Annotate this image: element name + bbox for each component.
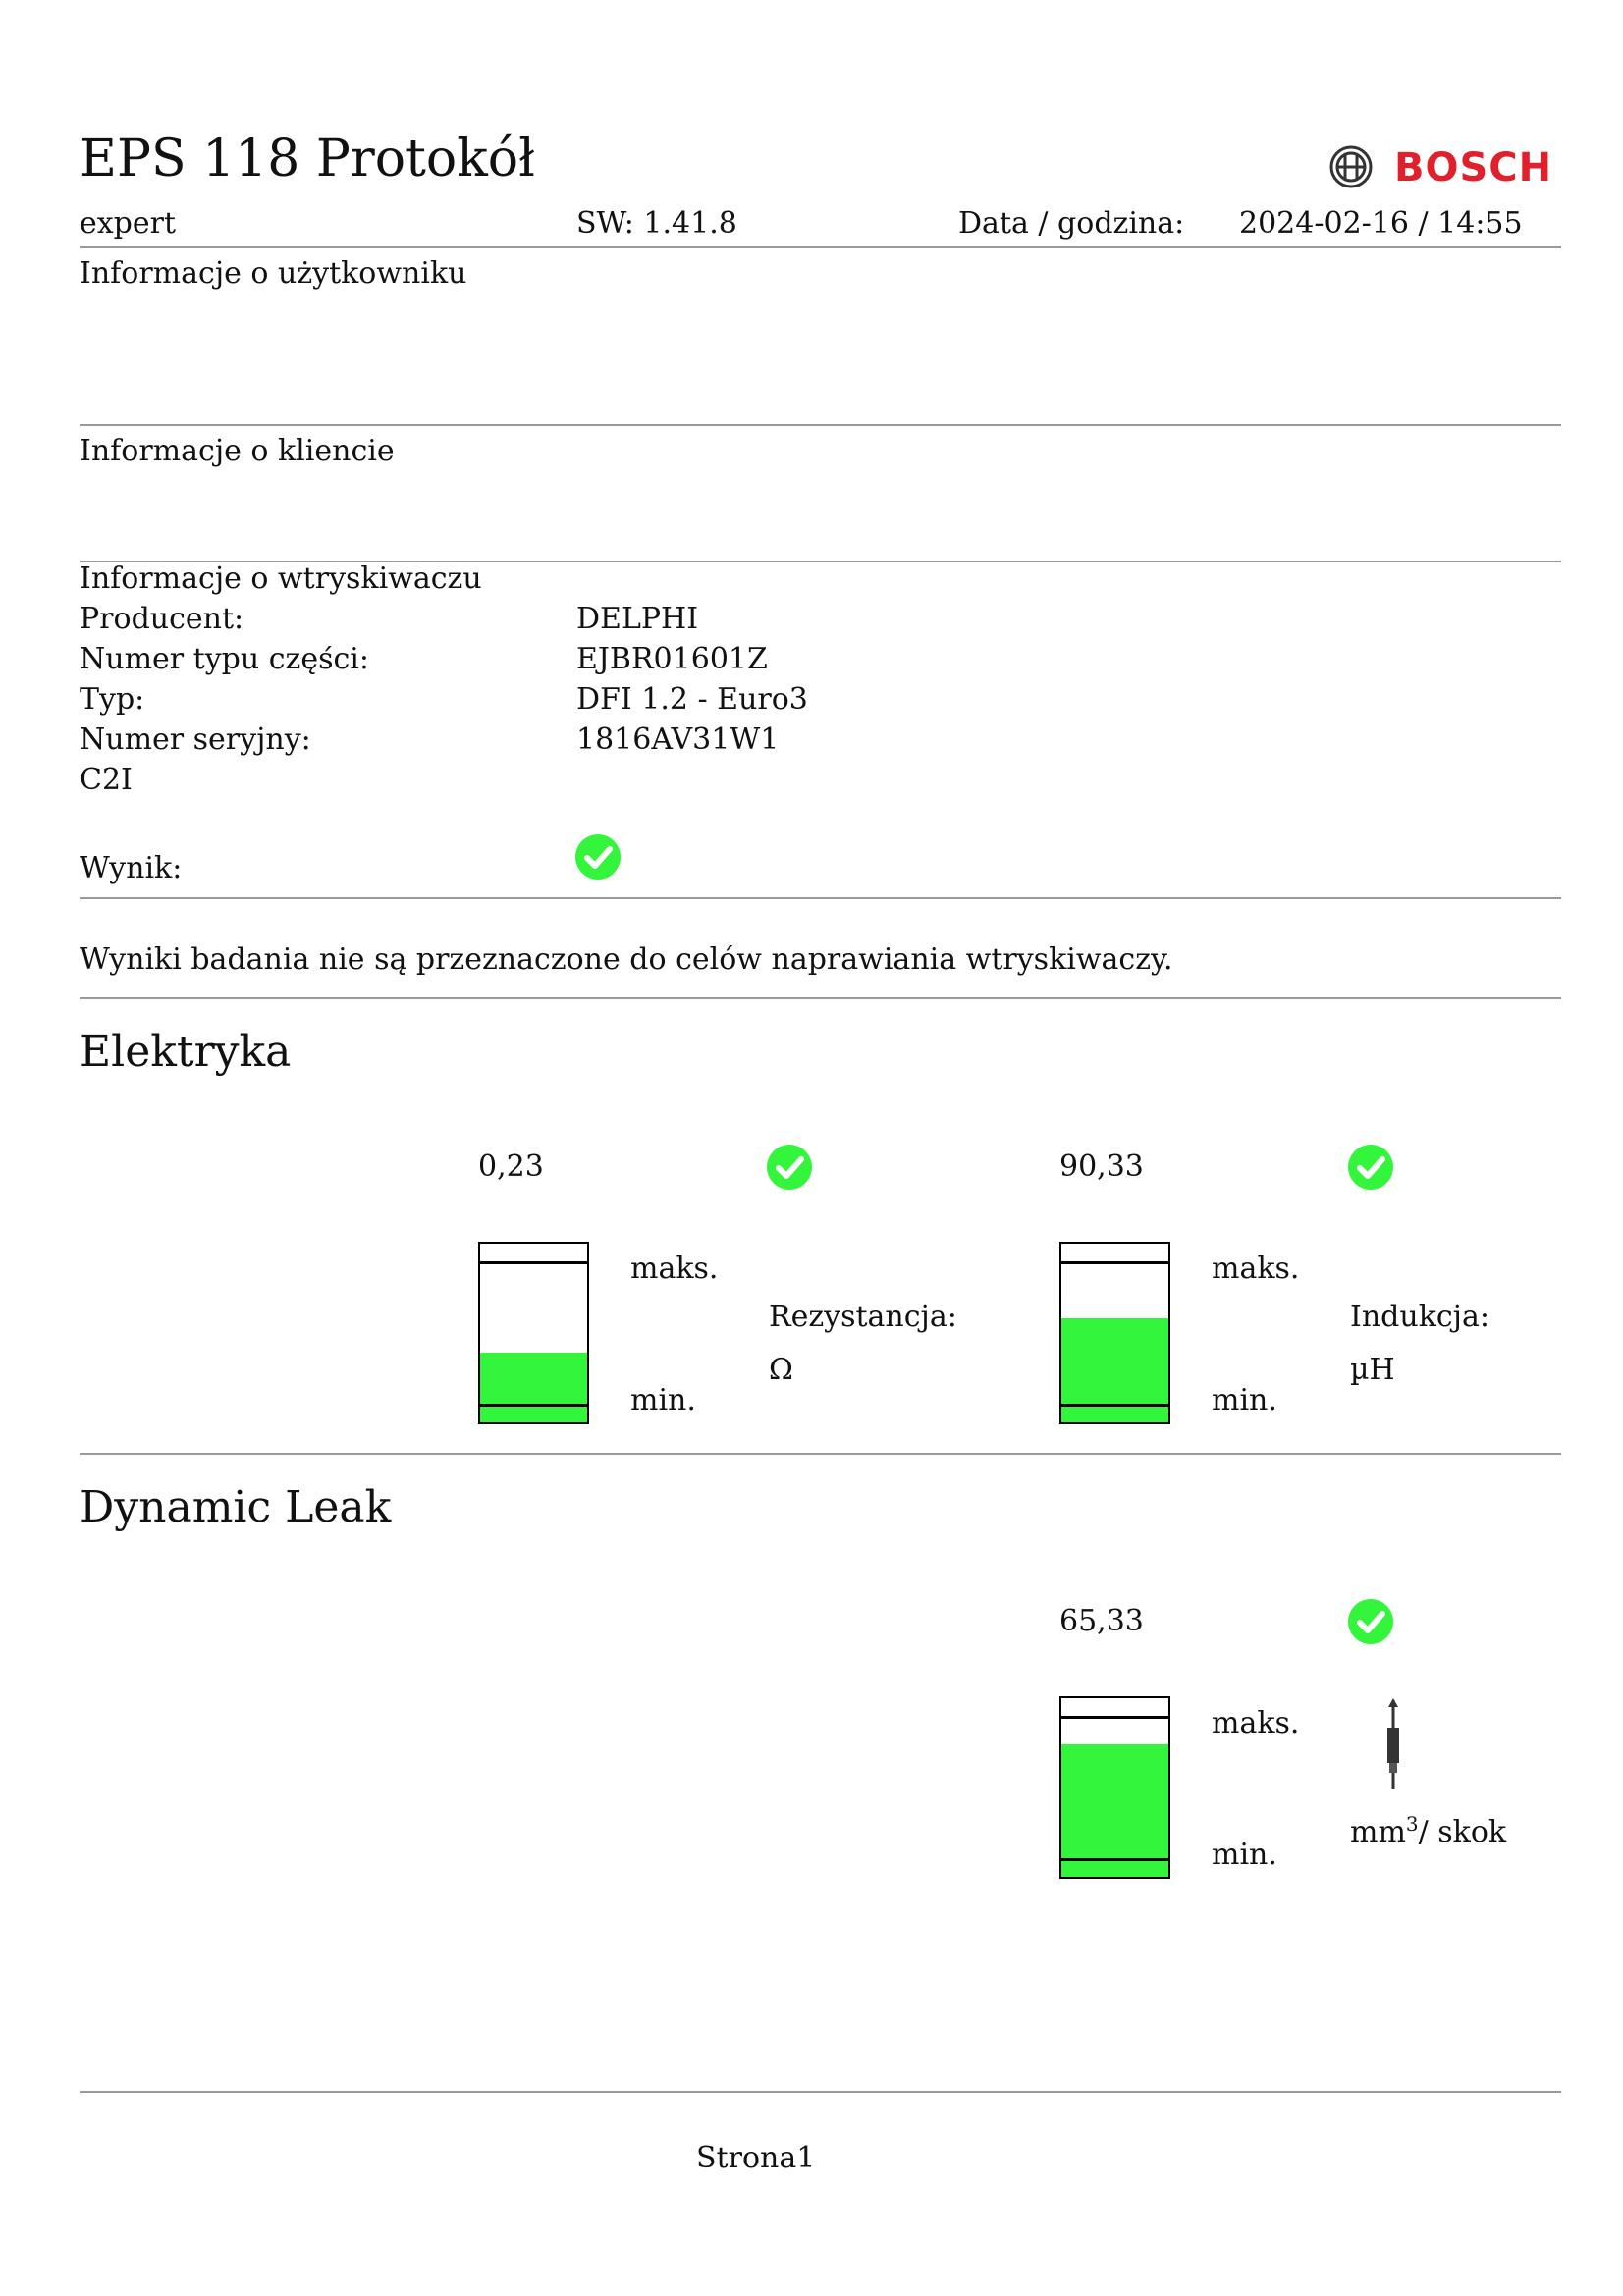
serial-number-value: 1816AV31W1 [576, 722, 780, 757]
resistance-value: 0,23 [478, 1149, 544, 1184]
gauge-max-line [1061, 1261, 1168, 1264]
part-number-label: Numer typu części: [80, 642, 369, 676]
inductance-value: 90,33 [1059, 1149, 1144, 1184]
divider [80, 1453, 1561, 1455]
injector-icon [1380, 1698, 1406, 1790]
inductance-gauge [1059, 1242, 1170, 1424]
producer-value: DELPHI [576, 602, 699, 636]
resistance-min-label: min. [630, 1383, 696, 1417]
unit-rest: / skok [1418, 1815, 1507, 1849]
resistance-max-label: maks. [630, 1252, 719, 1286]
inductance-name: Indukcja: [1350, 1300, 1489, 1334]
dynamic-leak-value: 65,33 [1059, 1604, 1144, 1638]
page-title: EPS 118 Protokół [80, 130, 535, 188]
software-version: SW: 1.41.8 [576, 206, 737, 240]
gauge-fill [1061, 1744, 1168, 1877]
resistance-pass-check-icon [767, 1145, 812, 1190]
datetime-label: Data / godzina: [958, 206, 1185, 240]
bosch-logo [1327, 143, 1553, 192]
footer-divider [80, 2091, 1561, 2093]
gauge-fill [480, 1353, 587, 1422]
mode-label: expert [80, 206, 177, 240]
dynamic-leak-pass-check-icon [1348, 1599, 1393, 1644]
type-label: Typ: [80, 682, 145, 717]
producer-label: Producent: [80, 602, 244, 636]
serial-number-label: Numer seryjny: [80, 722, 311, 757]
dynamic-leak-gauge [1059, 1696, 1170, 1879]
resistance-gauge [478, 1242, 589, 1424]
unit-base: mm [1350, 1815, 1406, 1849]
type-value: DFI 1.2 - Euro3 [576, 682, 808, 717]
result-label: Wynik: [80, 851, 183, 885]
result-pass-check-icon [575, 834, 621, 880]
unit-superscript: 3 [1405, 1812, 1419, 1836]
brand-name: BOSCH [1394, 145, 1553, 190]
divider [80, 424, 1561, 426]
inductance-unit: µH [1350, 1353, 1395, 1387]
gauge-max-line [480, 1261, 587, 1264]
gauge-min-line [1061, 1404, 1168, 1407]
resistance-unit: Ω [769, 1353, 793, 1387]
gauge-fill [1061, 1318, 1168, 1422]
client-info-heading: Informacje o kliencie [80, 434, 395, 468]
dynamic-leak-max-label: maks. [1212, 1706, 1300, 1740]
divider [80, 246, 1561, 248]
divider [80, 897, 1561, 899]
dynamic-leak-min-label: min. [1212, 1838, 1277, 1872]
disclaimer-text: Wyniki badania nie są przeznaczone do celów naprawiania wtryskiwaczy. [80, 942, 1173, 977]
injector-info-heading: Informacje o wtryskiwaczu [80, 561, 482, 596]
inductance-max-label: maks. [1212, 1252, 1300, 1286]
datetime-value: 2024-02-16 / 14:55 [1239, 206, 1523, 240]
gauge-min-line [480, 1404, 587, 1407]
electrics-heading: Elektryka [80, 1027, 292, 1077]
page-number: Strona1 [696, 2141, 816, 2175]
gauge-min-line [1061, 1858, 1168, 1861]
bosch-armature-icon [1327, 143, 1377, 192]
c2i-label: C2I [80, 763, 133, 797]
resistance-name: Rezystancja: [769, 1300, 957, 1334]
gauge-max-line [1061, 1716, 1168, 1719]
inductance-pass-check-icon [1348, 1145, 1393, 1190]
inductance-min-label: min. [1212, 1383, 1277, 1417]
dynamic-leak-unit [1350, 1806, 1506, 1850]
dynamic-leak-heading: Dynamic Leak [80, 1482, 392, 1532]
part-number-value: EJBR01601Z [576, 642, 768, 676]
divider [80, 997, 1561, 999]
user-info-heading: Informacje o użytkowniku [80, 256, 467, 291]
